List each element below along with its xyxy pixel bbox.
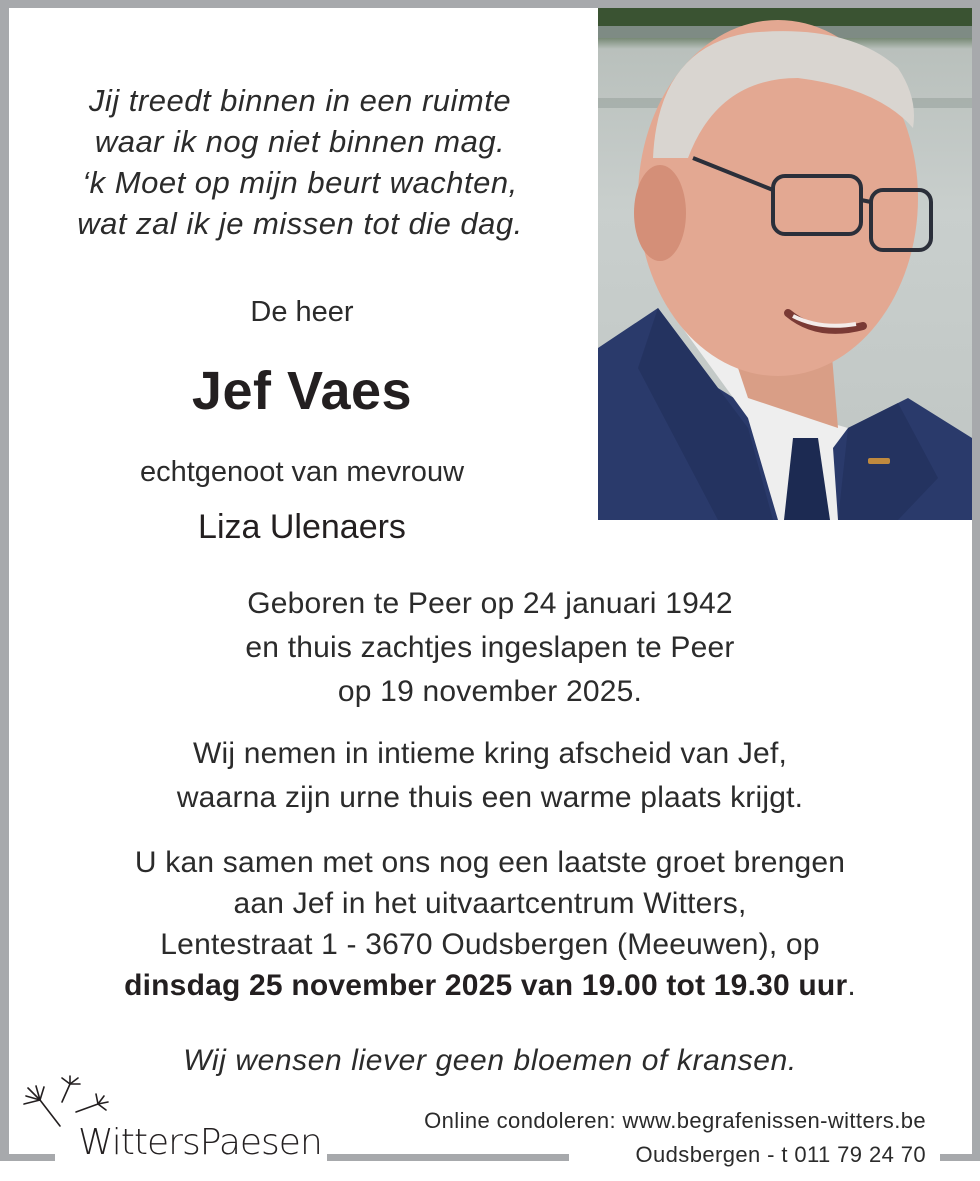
visit-end-punct: . [847, 969, 856, 1002]
frame-top [0, 0, 980, 8]
online-condolences: Online condoleren: www.begrafenissen-witters.be [424, 1108, 926, 1133]
salutation: De heer [250, 296, 354, 328]
birth-line: Geboren te Peer op 24 januari 1942 [247, 587, 733, 620]
portrait-illustration [598, 8, 972, 520]
frame-bottom [940, 1154, 980, 1161]
visit-line: aan Jef in het uitvaartcentrum Witters, [233, 887, 747, 920]
frame-right [972, 0, 980, 1160]
poem-line: wat zal ik je missen tot die dag. [77, 206, 523, 241]
spouse-name: Liza Ulenaers [198, 508, 406, 546]
visit-info [20, 842, 960, 1006]
no-flowers-note: Wij wensen liever geen bloemen of kransen. [183, 1044, 797, 1077]
poem [40, 80, 560, 244]
deceased-name: Jef Vaes [191, 361, 413, 421]
poem-line: waar ik nog niet binnen mag. [94, 124, 506, 159]
birth-line: en thuis zachtjes ingeslapen te Peer [245, 631, 735, 664]
visit-datetime-line [20, 965, 960, 1006]
poem-line: Jij treedt binnen in een ruimte [88, 83, 512, 118]
visit-line: Lentestraat 1 - 3670 Oudsbergen (Meeuwen), op [160, 928, 820, 961]
birth-info [20, 582, 960, 714]
poem-line: ‘k Moet op mijn beurt wachten, [82, 165, 518, 200]
contact-info: Oudsbergen - t 011 79 24 70 [635, 1142, 926, 1167]
visit-datetime: dinsdag 25 november 2025 van 19.00 tot 19.30 uur [124, 969, 848, 1002]
portrait-photo [598, 8, 972, 520]
frame-left [0, 0, 9, 1160]
visit-line: U kan samen met ons nog een laatste groet brengen [134, 846, 846, 879]
farewell-info [20, 732, 960, 820]
birth-line: op 19 november 2025. [337, 675, 643, 708]
farewell-line: waarna zijn urne thuis een warme plaats krijgt. [176, 781, 804, 814]
farewell-line: Wij nemen in intieme kring afscheid van Jef, [192, 737, 788, 770]
frame-bottom [327, 1154, 569, 1161]
logo-wordmark: WittersPaesen [78, 1122, 322, 1163]
spouse-intro: echtgenoot van mevrouw [139, 456, 465, 488]
